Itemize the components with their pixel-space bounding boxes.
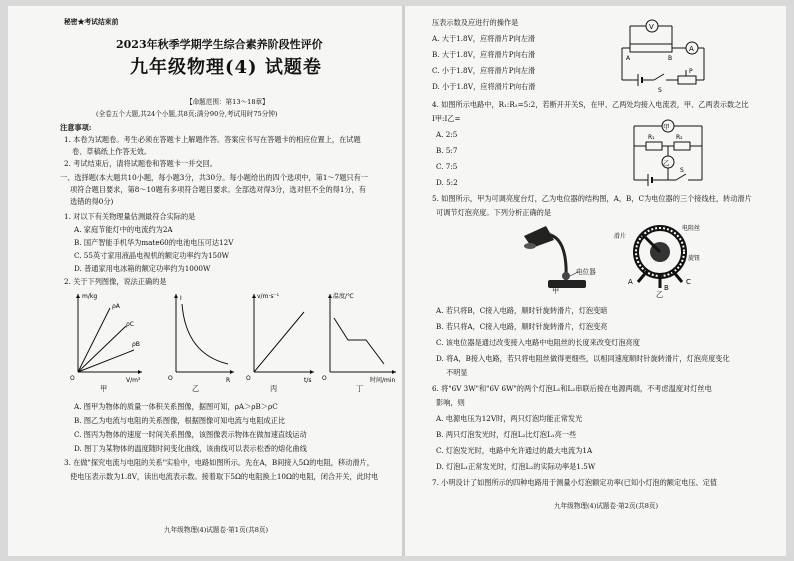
lamp-caption: 甲 [552,286,560,295]
circuit-q3 [616,14,708,94]
q1-option-b: B. 国产智能手机华为mate60的电池电压可达12V [74,238,234,247]
q3-option-c: C. 小于1.8V，应将滑片P向左滑 [432,66,536,75]
q6-option-a: A. 电源电压为12V时，两只灯泡均能正常发光 [436,414,583,423]
graph-bing-caption: 丙 [270,384,278,393]
voltmeter-symbol: V [649,23,654,31]
graph-jia [68,288,146,384]
q4-stem-a: 4. 如图所示电路中，R₁:R₂=5:2，若断开开关S，在甲、乙两处均接入电流表，甲、乙两表示数之比 [432,100,749,109]
graph-jia-line-c: ρC [126,321,134,328]
q6-stem-b: 影响，则 [436,398,465,407]
scope-note: 【命题范围：第13～18章】 [186,98,269,106]
page-1 [8,6,403,556]
q7-stem: 7. 小明设计了如图所示的四种电路用于测量小灯泡额定功率(已知小灯泡的额定电压、定值 [432,478,718,487]
graph-bing-ylabel: v/m·s⁻¹ [257,293,280,300]
q3-option-b: B. 大于1.8V，应将滑片P向右滑 [432,50,536,59]
ammeter-symbol: A [689,45,694,53]
q3-option-d: D. 小于1.8V，应将滑片P向右滑 [432,82,536,91]
graph-yi-origin: O [168,375,173,382]
graph-jia-line-b: ρB [132,341,140,348]
resistance-wire-label: 电阻丝 [682,225,701,232]
switch-s-label-q4: S [680,167,684,174]
circuit-q4 [628,118,708,188]
exam-subtitle: 九年级物理(4) 试题卷 [130,57,322,78]
potentiometer-label: 电位器 [576,268,596,276]
q2-option-a: A. 图甲为物体的质量一体积关系图像，据图可知，ρA＞ρB＞ρC [74,402,278,411]
q5-option-a: A. 若只将B，C接入电路，顺时针旋转滑片，灯泡变暗 [436,306,608,315]
graph-bing-origin: O [246,375,251,382]
q6-option-d: D. 灯泡L₁正常发光时，灯泡L₂的实际功率是1.5W [436,462,596,471]
switch-s-label: S [658,87,662,94]
point-b-label: B [668,55,673,62]
graph-bing-xlabel: t/s [304,377,312,384]
page-gutter [402,6,405,556]
q3-stem-c: 压表示数及应进行的操作是 [432,18,519,27]
notice-1b: 卷、草稿纸上作答无效。 [72,147,152,156]
section-1c: 选错的得0分) [70,197,114,206]
q5-option-d-a: D. 将A，B接入电路，若只将电阻丝做得更细些，以相同速度顺时针旋转滑片，灯泡亮度变化 [436,354,730,363]
q5-stem-b: 可调节灯泡亮度。下列分析正确的是 [436,208,552,217]
q1-option-c: C. 55英寸家用液晶电视机的额定功率约为150W [74,251,230,260]
section-1a: 一、选择题(本大题共10小题，每小题3分，共30分。每小题给出的四个选项中，第1～7题只有一 [60,173,368,182]
q3-stem-b: 使电压表示数为1.8V，读出电流表示数。接着取下5Ω的电阻换上10Ω的电阻，闭合开关，此时电 [70,472,379,481]
exam-sheet [8,6,786,556]
q4-option-a: A. 2:5 [436,130,458,139]
q1-option-d: D. 普通家用电冰箱的额定功率约为1000W [74,264,211,273]
q4-option-c: C. 7:5 [436,162,458,171]
graph-ding-origin: O [322,375,327,382]
terminal-c-label: C [686,278,691,286]
graph-yi-caption: 乙 [192,384,200,393]
knob-label: 旋钮 [688,255,701,262]
meter-yi-label: 乙 [663,159,670,167]
q6-option-c: C. 灯泡发光时，电路中允许通过的最大电流为1A [436,446,593,455]
graph-bing [246,288,318,384]
slider-p-label: P [689,68,693,75]
terminal-a-label: A [628,278,633,286]
point-a-label: A [626,55,631,62]
notice-2: 2. 考试结束后，请将试题卷和答题卡一并交回。 [64,159,217,168]
q2-option-b: B. 图乙为电流与电阻的关系图像，根据图像可知电流与电阻成正比 [74,416,286,425]
q3-stem-a: 3. 在做"探究电流与电阻的关系"实验中，电路如图所示。先在A，B间接入5Ω的电阻，移动滑片， [64,458,374,467]
slider-label: 滑片 [614,233,627,240]
r2-label: R₂ [676,134,683,141]
q4-stem-b: I甲:I乙= [432,114,461,123]
q2-stem: 2. 关于下列图像，说法正确的是 [64,277,167,286]
q5-option-c: C. 该电位器是通过改变接入电路中电阻丝的长度来改变灯泡亮度 [436,338,640,347]
graph-jia-line-a: ρA [112,303,120,310]
graph-jia-ylabel: m/kg [82,293,98,300]
page-2-footer: 九年级物理(4)试题卷·第2页(共8页) [554,502,659,510]
q5-option-b: B. 若只将A，C接入电路，顺时针旋转滑片，灯泡变亮 [436,322,608,331]
q6-stem-a: 6. 将"6V 3W"和"6V 6W"的两个灯泡L₁和L₂串联后接在电源两端，不考虑温度对灯丝电 [432,384,712,393]
meter-jia-label: 甲 [663,123,670,131]
q2-option-c: C. 图丙为物体的速度一时间关系图像，该图像表示物体在做加速直线运动 [74,430,307,439]
graph-yi-ylabel: I [180,295,182,302]
q5-option-d-b: 不明显 [446,368,468,377]
exam-title: 2023年秋季学期学生综合素养阶段性评价 [116,38,323,51]
q1-option-a: A. 家庭节能灯中的电流约为2A [74,225,173,234]
graph-jia-xlabel: V/m³ [126,377,141,384]
q2-option-d: D. 图丁为某物体的温度随时间变化曲线，该曲线可以表示松香的熔化曲线 [74,444,307,453]
r1-label: R₁ [648,134,655,141]
page-1-footer: 九年级物理(4)试题卷·第1页(共8页) [164,526,269,534]
terminal-b-label: B [664,284,669,292]
potentiometer-figure [612,220,712,296]
potentiometer-caption: 乙 [656,290,664,299]
q6-option-b: B. 两只灯泡发光时，灯泡L₂比灯泡L₁亮一些 [436,430,577,439]
graph-ding-xlabel: 时间/min [370,377,396,384]
notice-title: 注意事项: [60,123,92,132]
q4-option-d: D. 5:2 [436,178,458,187]
exam-info: (全卷五个大题,共24个小题,共8页;满分90分,考试用时75分钟) [96,110,278,118]
q4-option-b: B. 5:7 [436,146,458,155]
graph-ding-caption: 丁 [356,384,364,393]
graph-ding-ylabel: 温度/℃ [333,293,354,300]
page-2 [406,6,786,556]
graph-yi [168,288,238,384]
q3-option-a: A. 大于1.8V，应将滑片P向左滑 [432,34,536,43]
graph-jia-origin: O [70,375,75,382]
graph-ding [322,288,400,384]
q5-stem-a: 5. 如图所示，甲为可调亮度台灯，乙为电位器的结构图，A，B，C为电位器的三个接线柱，转动滑片 [432,194,752,203]
graph-yi-xlabel: R [226,377,231,384]
section-1b: 项符合题目要求，第8～10题有多项符合题目要求。全部选对得3分，选对但不全的得1分，有 [70,185,366,194]
graph-jia-caption: 甲 [100,384,108,393]
desk-lamp-figure [516,222,596,296]
notice-1a: 1. 本卷为试题卷。考生必须在答题卡上解题作答。答案应书写在答题卡的相应位置上，在试题 [64,135,361,144]
secret-label: 秘密★考试结束前 [64,18,119,26]
q1-stem: 1. 对以下有关物理量估测最符合实际的是 [64,212,196,221]
